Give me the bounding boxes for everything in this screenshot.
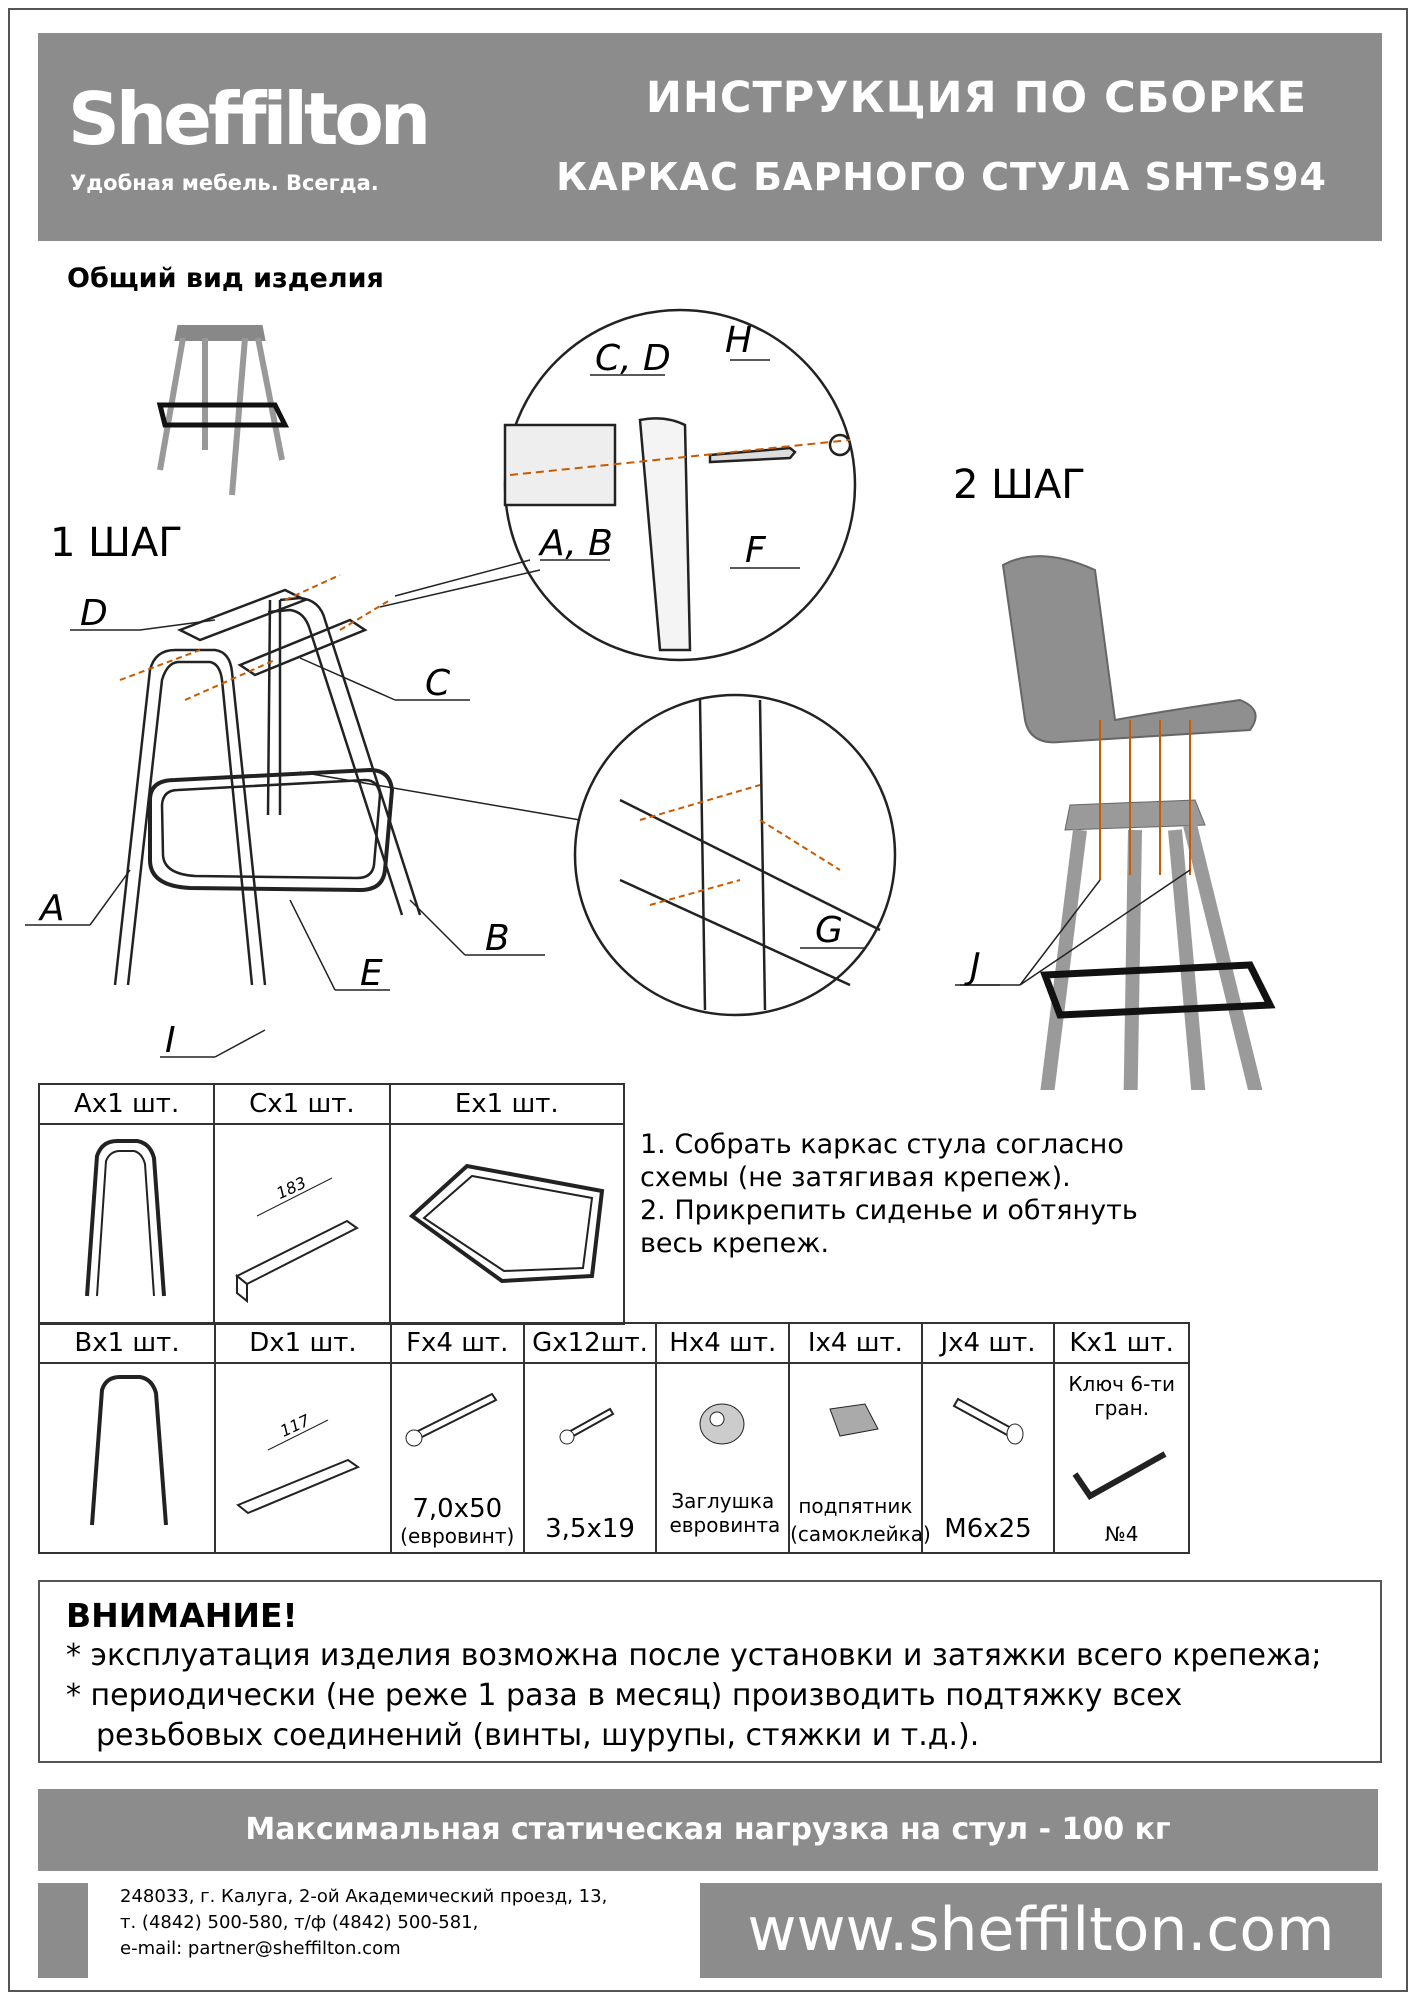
address-line-3: e-mail: partner@sheffilton.com bbox=[120, 1938, 401, 1959]
callout-cd: C, D bbox=[595, 338, 671, 379]
callout-c: C bbox=[425, 663, 451, 704]
part-h-cell bbox=[656, 1363, 789, 1553]
part-g-label: Gx12шт. bbox=[524, 1323, 657, 1363]
step2-label: 2 ШАГ bbox=[953, 462, 1086, 508]
callout-ab: A, B bbox=[540, 523, 613, 564]
part-c-label: Cx1 шт. bbox=[214, 1084, 389, 1124]
part-f-note: (евровинт) bbox=[400, 1524, 515, 1548]
parts-table-bottom bbox=[38, 1322, 1190, 1554]
warning-box bbox=[38, 1580, 1382, 1763]
part-k-top: Ключ 6-ти гран. bbox=[1068, 1372, 1175, 1420]
callout-a: A bbox=[40, 888, 65, 929]
company-address bbox=[120, 1884, 607, 1962]
part-i-cell bbox=[789, 1363, 931, 1553]
brand-logo: Sheffilton bbox=[68, 77, 428, 161]
website-link[interactable]: www.sheffilton.com bbox=[700, 1883, 1382, 1978]
part-i-note: (самоклейка) bbox=[790, 1522, 931, 1546]
part-c-image bbox=[214, 1124, 389, 1324]
overview-label: Общий вид изделия bbox=[67, 263, 384, 294]
detail-circle-2 bbox=[300, 695, 895, 1015]
callout-e: E bbox=[360, 953, 383, 994]
product-title: КАРКАС БАРНОГО СТУЛА SHT-S94 bbox=[556, 155, 1327, 199]
overview-chair-image bbox=[160, 328, 285, 495]
step1-label: 1 ШАГ bbox=[50, 520, 183, 566]
part-g-spec: 3,5x19 bbox=[545, 1514, 635, 1544]
brand-tagline: Удобная мебель. Всегда. bbox=[70, 171, 379, 195]
part-b-image bbox=[39, 1363, 215, 1553]
part-d-dim: 117 bbox=[277, 1410, 313, 1441]
callout-f: F bbox=[745, 530, 766, 571]
part-a-image bbox=[39, 1124, 214, 1324]
callout-b: B bbox=[485, 918, 510, 959]
warning-title: ВНИМАНИЕ! bbox=[66, 1596, 298, 1635]
warning-line-3: резьбовых соединений (винты, шурупы, стяжки и т.д.). bbox=[96, 1718, 980, 1753]
warning-line-2: * периодически (не реже 1 раза в месяц) производить подтяжку всех bbox=[66, 1678, 1183, 1713]
max-load-banner: Максимальная статическая нагрузка на стул - 100 кг bbox=[38, 1789, 1378, 1871]
step1-frame-drawing bbox=[115, 590, 420, 985]
callout-h: H bbox=[725, 320, 753, 361]
callout-g: G bbox=[815, 910, 843, 951]
address-line-2: т. (4842) 500-580, т/ф (4842) 500-581, bbox=[120, 1912, 479, 1933]
part-c-dim: 183 bbox=[273, 1172, 310, 1203]
step2-chair-drawing bbox=[960, 556, 1270, 1090]
instruction-1: 1. Собрать каркас стула согласно схемы (не затягивая крепеж). bbox=[640, 1129, 1124, 1193]
part-k-spec: №4 bbox=[1104, 1522, 1139, 1546]
address-accent bbox=[38, 1883, 88, 1978]
part-i-label: Ix4 шт. bbox=[789, 1323, 922, 1363]
part-j-label: Jx4 шт. bbox=[922, 1323, 1055, 1363]
part-g-cell bbox=[524, 1363, 657, 1553]
address-line-1: 248033, г. Калуга, 2-ой Академический проезд, 13, bbox=[120, 1886, 608, 1907]
part-i-spec: подпятник bbox=[798, 1494, 913, 1518]
callout-d: D bbox=[80, 593, 108, 634]
part-d-image bbox=[215, 1363, 391, 1553]
part-j-cell bbox=[922, 1363, 1055, 1553]
part-f-label: Fx4 шт. bbox=[391, 1323, 524, 1363]
callout-j: J bbox=[970, 946, 981, 987]
part-e-image bbox=[390, 1124, 624, 1324]
parts-table-top bbox=[38, 1083, 625, 1325]
part-d-label: Dx1 шт. bbox=[215, 1323, 391, 1363]
part-k-label: Kx1 шт. bbox=[1054, 1323, 1189, 1363]
instruction-2: 2. Прикрепить сиденье и обтянуть весь крепеж. bbox=[640, 1195, 1138, 1259]
part-h-label: Hx4 шт. bbox=[656, 1323, 789, 1363]
part-k-cell bbox=[1054, 1363, 1189, 1553]
part-j-spec: M6x25 bbox=[944, 1514, 1032, 1544]
part-h-spec: Заглушка евровинта bbox=[669, 1489, 781, 1537]
part-a-label: Ax1 шт. bbox=[39, 1084, 214, 1124]
part-e-label: Ex1 шт. bbox=[390, 1084, 624, 1124]
part-f-spec: 7,0x50 bbox=[412, 1494, 503, 1524]
assembly-instructions bbox=[640, 1128, 1180, 1260]
warning-line-1: * эксплуатация изделия возможна после установки и затяжки всего крепежа; bbox=[66, 1638, 1322, 1673]
callout-i: I bbox=[165, 1020, 176, 1061]
document-title: ИНСТРУКЦИЯ ПО СБОРКЕ bbox=[645, 73, 1307, 123]
part-f-cell bbox=[391, 1363, 524, 1553]
part-b-label: Bx1 шт. bbox=[39, 1323, 215, 1363]
